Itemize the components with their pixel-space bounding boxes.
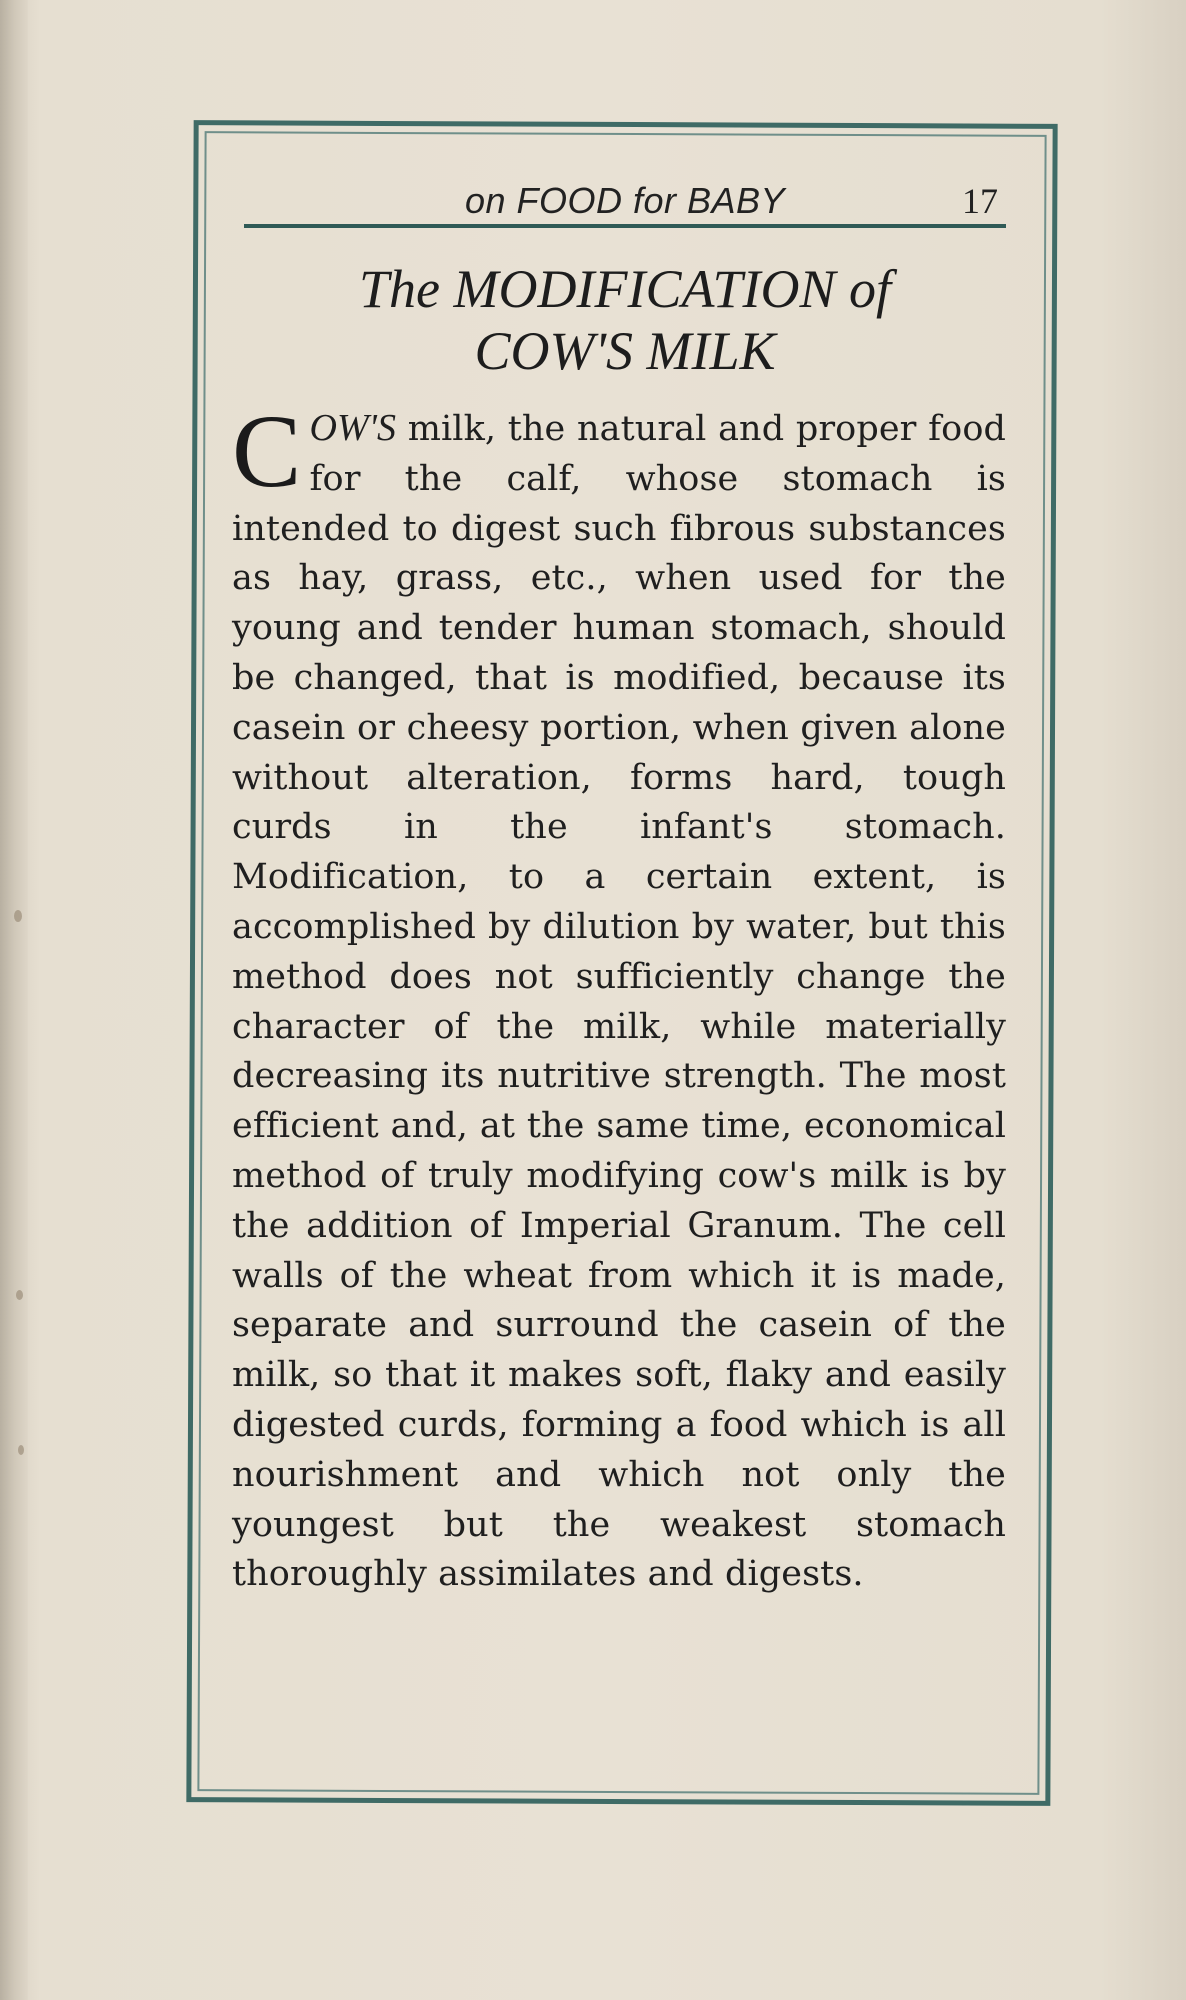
body-paragraph: milk, the natural and proper food for the calf, whose stomach is intended to digest such fibrous substances as hay, grass, etc., when used for the young and tender human stomach, should be changed, that is modified, because its casein or cheesy portion, when given alone without alteration, forms hard, tough curds in the infant's stomach. Modification, to a certain extent, is accomplished by dilution by water, but this method does not sufficiently change the character of the milk, while materially decreasing its nutritive strength. The most efficient and, at the same time, economical method of truly modifying cow's milk is by the addition of Imperial Granum. The cell walls of the wheat from which it is made, separate and surround the casein of the milk, so that it makes soft, flaky and easily digested curds, forming a food which is all nourishment and which not only the youngest but the weakest stomach thoroughly assimilates and digests.: [232, 409, 1006, 1595]
paper-spot: [14, 910, 22, 922]
article-body: [232, 394, 1006, 1600]
book-gutter: [0, 0, 28, 2000]
article-title-line-2: COW'S MILK: [474, 321, 776, 381]
running-title: on FOOD for BABY: [464, 180, 786, 221]
article-title-line-1: The MODIFICATION of: [359, 259, 891, 319]
lead-word: OW'S: [309, 407, 397, 449]
page-number: 17: [962, 181, 998, 221]
paper-spot: [18, 1445, 24, 1455]
article-title: [244, 258, 1006, 382]
drop-cap: C: [232, 394, 302, 509]
paper-spot: [16, 1290, 23, 1300]
running-header: [244, 168, 1006, 228]
